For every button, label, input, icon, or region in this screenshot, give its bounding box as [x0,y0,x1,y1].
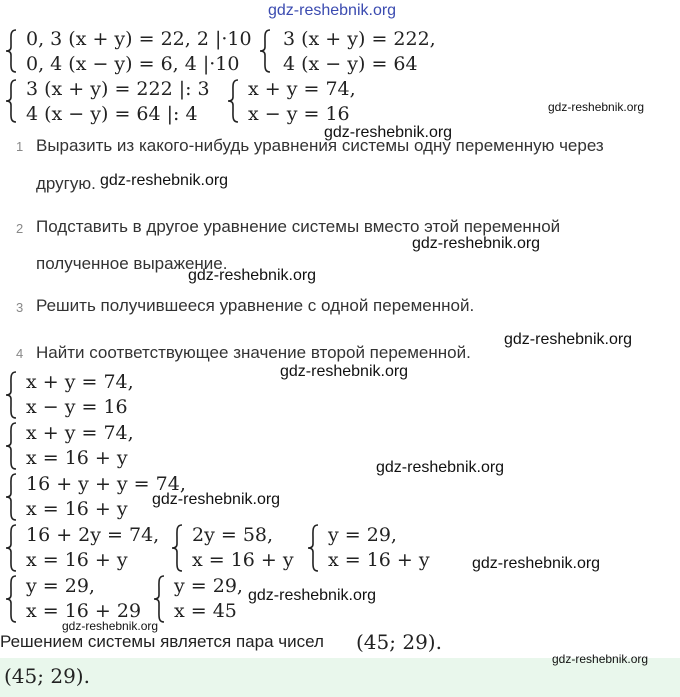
step-text: полученное выражение. [36,254,228,273]
equation: x − y = 16 [26,396,128,418]
system-brace [226,78,240,124]
watermark: gdz-reshebnik.org [188,267,317,284]
equation: x = 16 + y [26,549,128,571]
step-text: Решить получившееся уравнение с одной переменной. [36,296,475,315]
step-text: Найти соответствующее значение второй переменной. [36,343,471,362]
system-brace [4,421,18,471]
equation: 3 (x + y) = 222 |: 3 [26,78,210,100]
equation: x = 16 + y [328,549,430,571]
equation: y = 29, [174,575,243,597]
equation: x + y = 74, [26,422,134,444]
system-brace [4,78,18,124]
step-text: другую. [36,174,96,193]
system-brace [4,574,18,624]
equation: 2y = 58, [192,524,274,546]
step-number: 2 [16,221,24,236]
system-brace [4,370,18,420]
equation: 16 + y + y = 74, [26,473,186,495]
step-number: 4 [16,346,24,361]
solution-pair: (45; 29). [356,630,442,654]
step-text: Подставить в другое уравнение системы вместо этой переменной [36,217,561,236]
watermark: gdz-reshebnik.org [280,363,409,380]
step-number: 3 [16,300,24,315]
watermark: gdz-reshebnik.org [412,235,541,252]
watermark: gdz-reshebnik.org [324,124,453,141]
equation: x + y = 74, [248,78,356,100]
equation: x = 16 + y [26,498,128,520]
equation: x = 16 + y [26,447,128,469]
watermark: gdz-reshebnik.org [248,587,377,604]
equation: x = 16 + 29 [26,600,142,622]
watermark: gdz-reshebnik.org [552,652,649,666]
answer: (45; 29). [4,664,90,688]
system-brace [258,28,272,74]
watermark: gdz-reshebnik.org [472,555,601,572]
step-text: Выразить из какого-нибудь уравнения системы одну переменную через [36,136,604,155]
system-brace [152,574,166,624]
equation: y = 29, [26,575,95,597]
system-brace [306,523,320,573]
watermark: gdz-reshebnik.org [268,2,397,19]
equation: x = 16 + y [192,549,294,571]
equation: x + y = 74, [26,371,134,393]
solution-text: Решением системы является пара чисел [0,632,324,651]
system-brace [170,523,184,573]
equation: 0, 3 (x + y) = 22, 2 |·10 [26,28,252,50]
watermark: gdz-reshebnik.org [376,459,505,476]
watermark: gdz-reshebnik.org [504,331,633,348]
equation: 4 (x − y) = 64 [283,53,418,75]
watermark: gdz-reshebnik.org [548,100,645,114]
equation: 16 + 2y = 74, [26,524,160,546]
equation: 4 (x − y) = 64 |: 4 [26,103,198,125]
equation: x = 45 [174,600,237,622]
system-brace [4,472,18,522]
equation: x − y = 16 [248,103,350,125]
equation: 0, 4 (x − y) = 6, 4 |·10 [26,53,240,75]
equation: y = 29, [328,524,397,546]
watermark: gdz-reshebnik.org [62,619,159,633]
equation: 3 (x + y) = 222, [283,28,436,50]
step-number: 1 [16,139,24,154]
watermark: gdz-reshebnik.org [100,172,229,189]
system-brace [4,28,18,74]
watermark: gdz-reshebnik.org [152,491,281,508]
system-brace [4,523,18,573]
